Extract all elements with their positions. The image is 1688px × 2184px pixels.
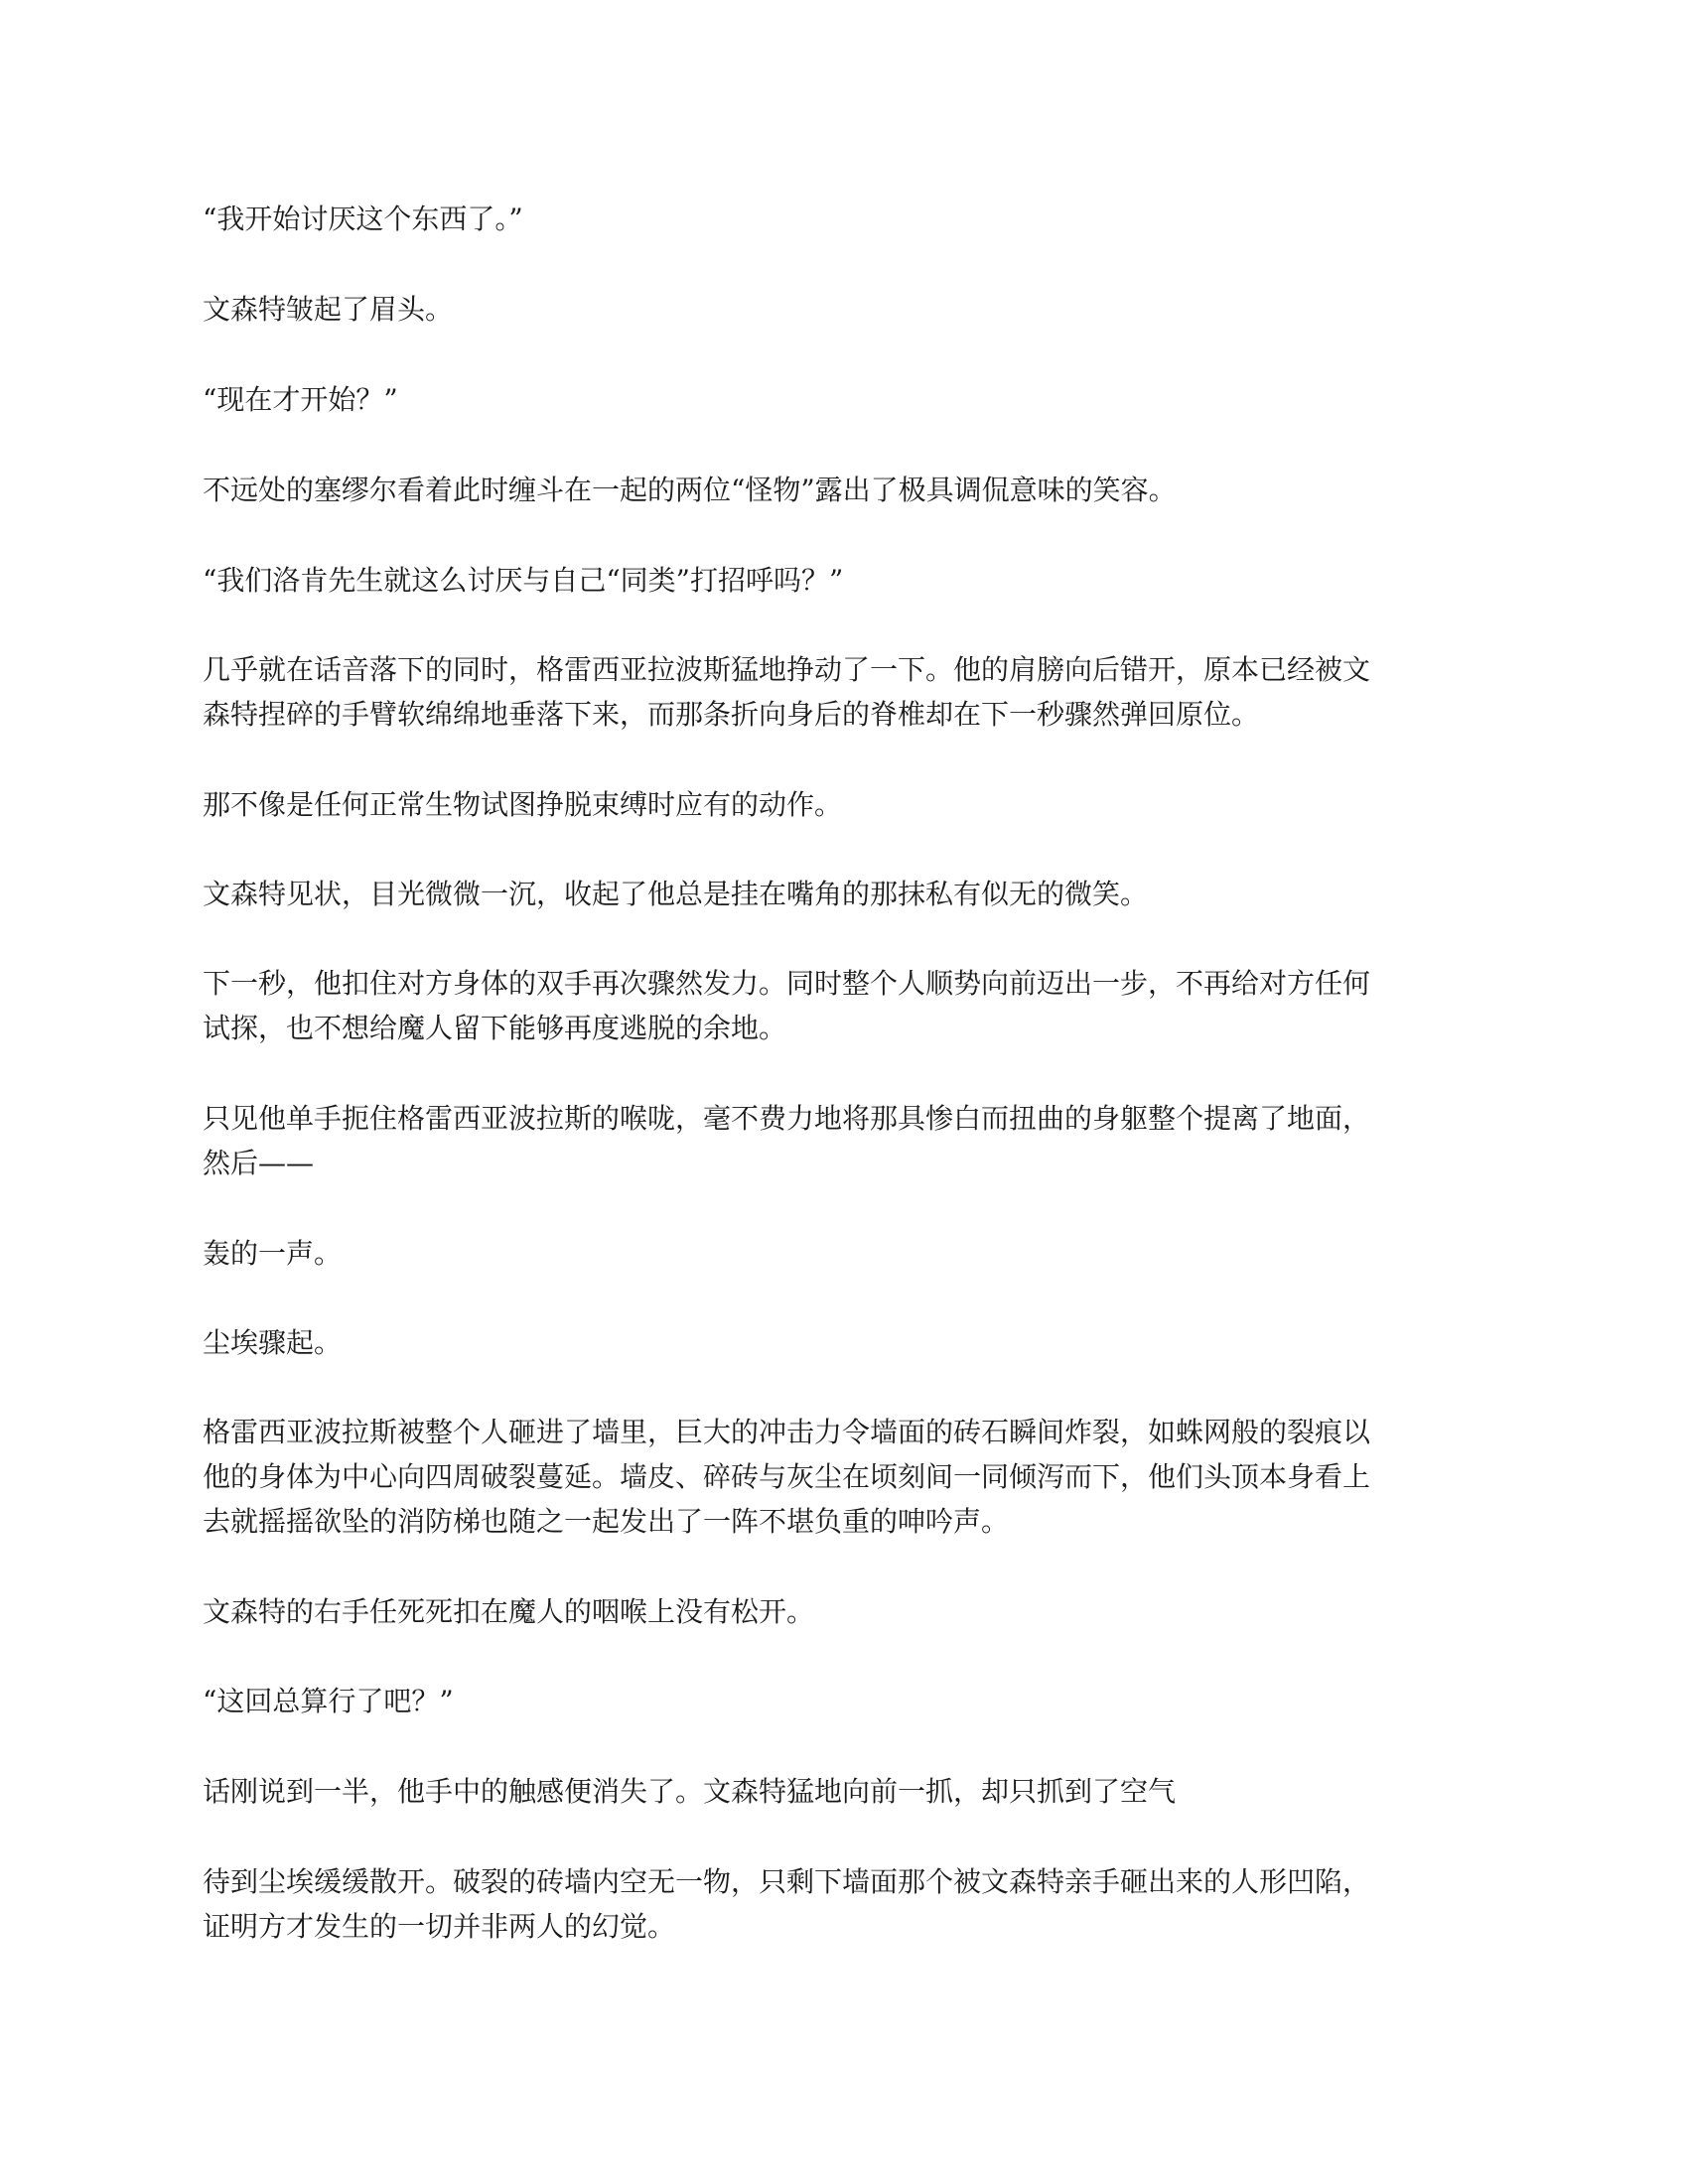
paragraph-line: 文森特见状，目光微微一沉，收起了他总是挂在嘴角的那抹私有似无的微笑。 bbox=[203, 878, 1149, 910]
paragraph-line: 他的身体为中心向四周破裂蔓延。墙皮、碎砖与灰尘在顷刻间一同倾泻而下，他们头顶本身看上 bbox=[203, 1460, 1371, 1493]
paragraph-13 bbox=[203, 1410, 1493, 1544]
paragraph-2 bbox=[203, 287, 1493, 332]
paragraph-line: “这回总算行了吧？” bbox=[203, 1685, 454, 1717]
paragraph-16 bbox=[203, 1769, 1493, 1814]
paragraph-line: 话刚说到一半，他手中的触感便消失了。文森特猛地向前一抓，却只抓到了空气 bbox=[203, 1775, 1177, 1808]
paragraph-line: 尘埃骤起。 bbox=[203, 1326, 343, 1359]
paragraph-line: 只见他单手扼住格雷西亚波拉斯的喉咙，毫不费力地将那具惨白而扭曲的身躯整个提离了地面， bbox=[203, 1102, 1371, 1135]
paragraph-line: 格雷西亚波拉斯被整个人砸进了墙里，巨大的冲击力令墙面的砖石瞬间炸裂，如蛛网般的裂痕以 bbox=[203, 1416, 1371, 1448]
paragraph-line: 下一秒，他扣住对方身体的双手再次骤然发力。同时整个人顺势向前迈出一步，不再给对方任何 bbox=[203, 967, 1371, 1000]
paragraph-11 bbox=[203, 1231, 1493, 1276]
paragraph-3 bbox=[203, 377, 1493, 422]
paragraph-17 bbox=[203, 1859, 1493, 1949]
paragraph-line: 几乎就在话音落下的同时，格雷西亚拉波斯猛地挣动了一下。他的肩膀向后错开，原本已经被文 bbox=[203, 653, 1371, 686]
paragraph-line: 然后—— bbox=[203, 1147, 315, 1179]
paragraph-6 bbox=[203, 647, 1493, 737]
paragraph-9 bbox=[203, 961, 1493, 1050]
paragraph-4 bbox=[203, 468, 1493, 512]
paragraph-line: 文森特的右手任死死扣在魔人的咽喉上没有松开。 bbox=[203, 1595, 815, 1628]
paragraph-8 bbox=[203, 872, 1493, 916]
paragraph-line: 不远处的塞缪尔看着此时缠斗在一起的两位“怪物”露出了极具调侃意味的笑容。 bbox=[203, 474, 1177, 506]
paragraph-line: 轰的一声。 bbox=[203, 1237, 343, 1270]
paragraph-line: 证明方才发生的一切并非两人的幻觉。 bbox=[203, 1910, 676, 1943]
paragraph-1 bbox=[203, 197, 1493, 241]
paragraph-15 bbox=[203, 1679, 1493, 1723]
paragraph-12 bbox=[203, 1320, 1493, 1365]
paragraph-line: 文森特皱起了眉头。 bbox=[203, 293, 454, 326]
paragraph-line: “现在才开始？” bbox=[203, 383, 398, 416]
paragraph-line: “我们洛肯先生就这么讨厌与自己“同类”打招呼吗？” bbox=[203, 564, 844, 597]
paragraph-7 bbox=[203, 782, 1493, 827]
paragraph-line: 那不像是任何正常生物试图挣脱束缚时应有的动作。 bbox=[203, 788, 843, 821]
paragraph-10 bbox=[203, 1096, 1493, 1185]
paragraph-14 bbox=[203, 1589, 1493, 1634]
paragraph-line: 森特捏碎的手臂软绵绵地垂落下来，而那条折向身后的脊椎却在下一秒骤然弹回原位。 bbox=[203, 698, 1260, 731]
paragraph-line: 去就摇摇欲坠的消防梯也随之一起发出了一阵不堪负重的呻吟声。 bbox=[203, 1505, 1010, 1538]
paragraph-line: 待到尘埃缓缓散开。破裂的砖墙内空无一物，只剩下墙面那个被文森特亲手砸出来的人形凹陷， bbox=[203, 1865, 1371, 1898]
paragraph-5 bbox=[203, 558, 1493, 603]
paragraph-line: 试探，也不想给魔人留下能够再度逃脱的余地。 bbox=[203, 1012, 787, 1044]
paragraph-line: “我开始讨厌这个东西了。” bbox=[203, 203, 523, 235]
